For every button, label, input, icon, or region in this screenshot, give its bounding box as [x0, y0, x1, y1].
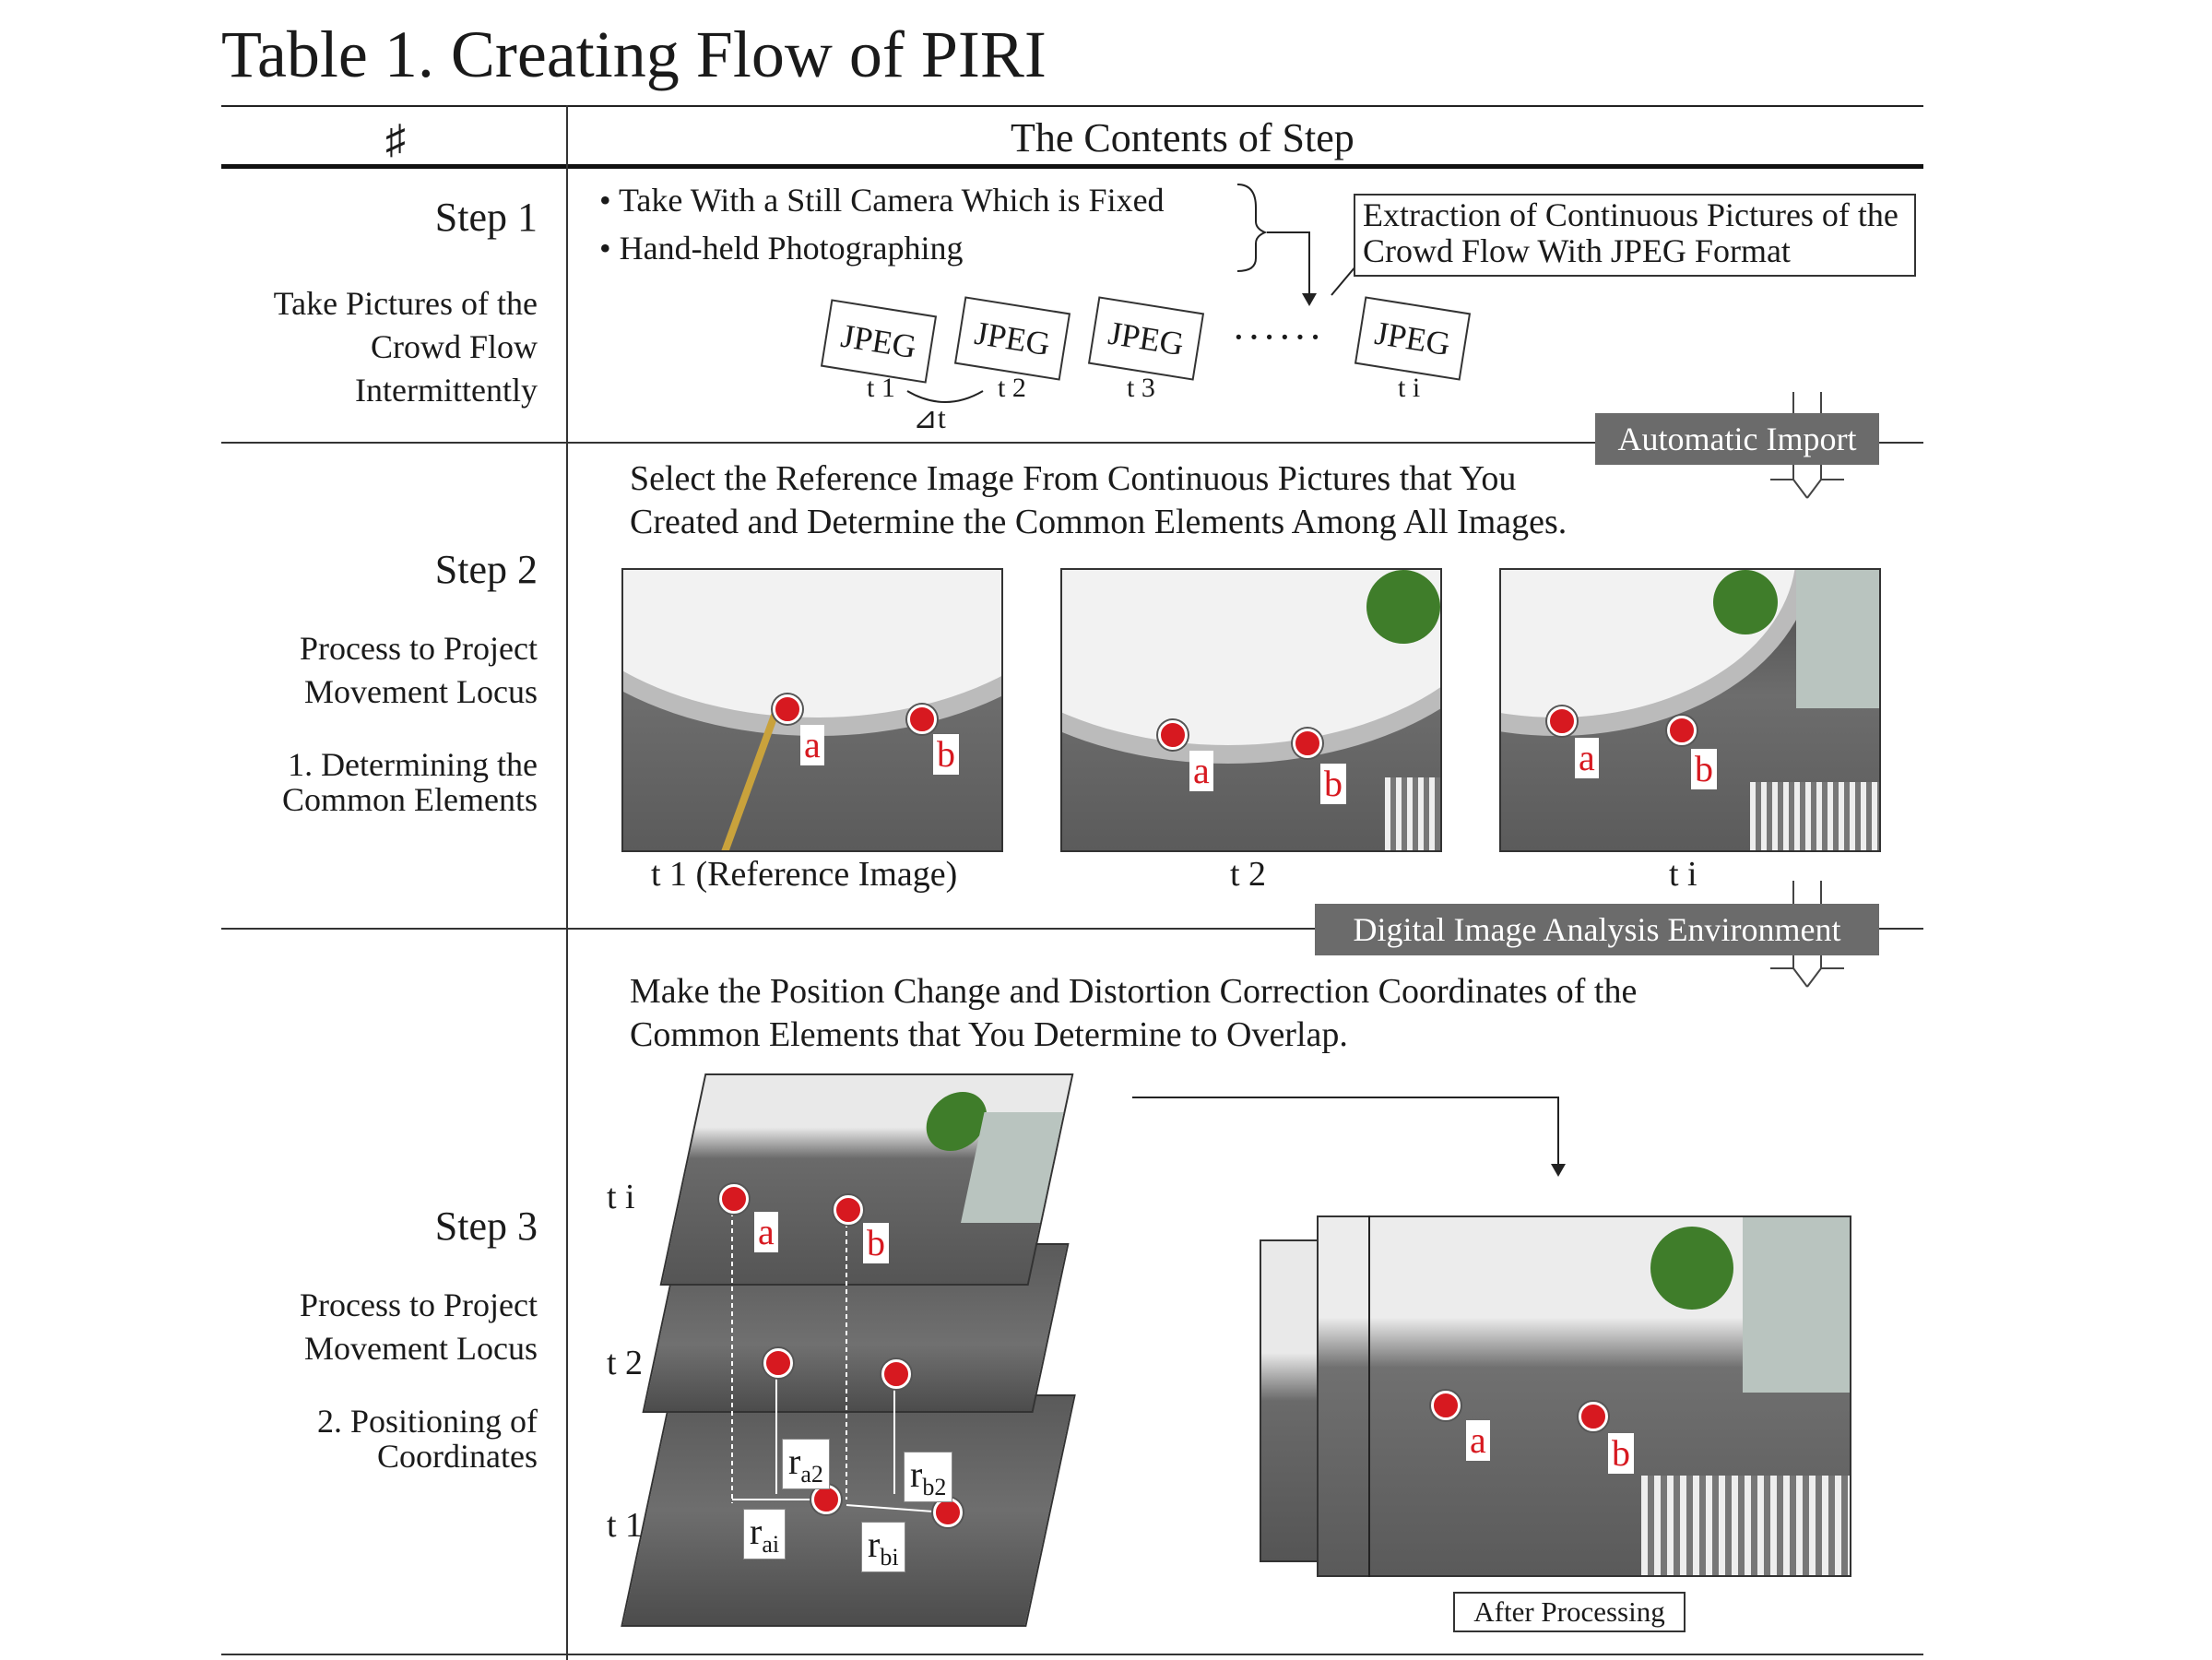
after-processing-overlay-edge	[1368, 1215, 1370, 1577]
extraction-box	[1354, 194, 1916, 277]
jpeg-ellipsis: ······	[1232, 314, 1324, 360]
tree-shape	[1366, 570, 1440, 644]
step3-label: Step 3	[434, 1204, 538, 1249]
step3-subtitle: 2. Positioning of Coordinates	[316, 1403, 538, 1475]
tree-shape	[1650, 1227, 1733, 1310]
header-contents: The Contents of Step	[1011, 115, 1354, 160]
jpeg-frame-i: JPEG	[1354, 296, 1471, 380]
step2-subtitle: 1. Determining the Common Elements	[282, 746, 538, 818]
vector-r-b2	[904, 1452, 952, 1502]
marker-b-ti	[1667, 716, 1697, 745]
label-b-ti: b	[1691, 749, 1717, 789]
vector-r-bi	[861, 1522, 905, 1572]
marker-a-after	[1431, 1391, 1461, 1420]
top-rule	[221, 105, 1923, 107]
marker-b-layer-ti	[834, 1195, 863, 1225]
step2-label: Step 2	[434, 547, 538, 592]
marker-b-after	[1579, 1402, 1608, 1431]
step1-bullet-handheld: • Hand-held Photographing	[599, 230, 964, 267]
delta-t-label: ⊿t	[913, 401, 946, 434]
after-processing-arrow	[1130, 1092, 1573, 1184]
vector-r-a2-base: r	[788, 1441, 801, 1482]
vector-r-b2-sub: b2	[922, 1474, 947, 1500]
after-processing-caption-box	[1453, 1592, 1686, 1632]
digital-image-analysis-banner: Digital Image Analysis Environment	[1315, 904, 1879, 955]
vector-r-ai	[743, 1509, 786, 1559]
caption-t1-reference: t 1 (Reference Image)	[651, 855, 958, 894]
step2-description: Process to Project Movement Locus	[300, 630, 538, 710]
after-processing-image	[1317, 1215, 1851, 1577]
marker-a-layer-ti	[719, 1184, 749, 1214]
crosswalk-shape	[1385, 777, 1442, 852]
time-label-ti: t i	[1398, 373, 1421, 403]
crosswalk-shape	[1641, 1476, 1851, 1577]
label-a-ti: a	[1575, 738, 1599, 778]
step2-instruction: Select the Reference Image From Continuous Pictures that You Created and Determine the Common Elements Among All Images.	[630, 459, 1567, 541]
extraction-box-text: Extraction of Continuous Pictures of the Crowd Flow With JPEG Format	[1363, 196, 1899, 269]
vector-r-a2	[782, 1439, 830, 1489]
label-a-t1: a	[800, 725, 824, 765]
marker-b-t1	[907, 705, 937, 734]
time-label-t2: t 2	[998, 373, 1026, 403]
bottom-rule	[221, 1654, 1923, 1655]
header-rule	[221, 164, 1923, 169]
label-a-after: a	[1466, 1420, 1490, 1461]
roof-shape	[621, 568, 1003, 736]
tree-shape	[1713, 570, 1778, 634]
jpeg-frame-2: JPEG	[954, 296, 1071, 380]
step3-instruction: Make the Position Change and Distortion Correction Coordinates of the Common Elements that You Determine to Overlap.	[630, 972, 1638, 1054]
photo-t1-reference	[621, 568, 1003, 852]
step1-description: Take Pictures of the Crowd Flow Intermittently	[273, 285, 538, 409]
jpeg-frame-1: JPEG	[821, 299, 937, 383]
automatic-import-banner: Automatic Import	[1595, 413, 1879, 465]
vector-r-a2-sub: a2	[800, 1461, 823, 1488]
label-a-layer-ti: a	[754, 1212, 778, 1252]
marker-a-layer-t2	[763, 1348, 793, 1378]
marker-b-t2	[1293, 729, 1322, 758]
time-label-t3: t 3	[1127, 373, 1155, 403]
layer-label-t1: t 1	[607, 1506, 644, 1545]
label-b-t2: b	[1320, 764, 1346, 804]
marker-b-layer-t2	[881, 1359, 911, 1389]
vector-r-ai-sub: ai	[762, 1531, 780, 1558]
layer-label-t2: t 2	[607, 1344, 644, 1382]
header-number-symbol: ♯	[385, 117, 406, 162]
vector-r-bi-sub: bi	[880, 1544, 899, 1571]
label-b-after: b	[1608, 1433, 1634, 1474]
label-a-t2: a	[1189, 751, 1213, 791]
caption-t2: t 2	[1230, 855, 1267, 894]
vector-r-b2-base: r	[910, 1453, 923, 1495]
crosswalk-shape	[1750, 782, 1881, 852]
jpeg-frame-3: JPEG	[1088, 296, 1204, 380]
building-shape	[1796, 570, 1881, 708]
road-line	[715, 712, 778, 852]
vector-r-ai-base: r	[750, 1511, 763, 1552]
time-label-t1: t 1	[867, 373, 895, 403]
caption-ti: t i	[1669, 855, 1697, 894]
vector-r-bi-base: r	[868, 1524, 881, 1565]
label-b-t1: b	[933, 734, 959, 775]
table-title: Table 1. Creating Flow of PIRI	[221, 18, 1047, 91]
step1-label: Step 1	[434, 195, 538, 240]
marker-a-t2	[1158, 720, 1188, 750]
layer-label-ti: t i	[607, 1178, 635, 1216]
marker-a-t1	[773, 694, 802, 724]
building-shape	[1743, 1217, 1851, 1393]
marker-a-ti	[1547, 706, 1577, 736]
photo-t2	[1060, 568, 1442, 852]
column-divider	[566, 105, 568, 1660]
step3-description: Process to Project Movement Locus	[300, 1286, 538, 1367]
after-processing-caption: After Processing	[1473, 1595, 1665, 1628]
label-b-layer-ti: b	[863, 1223, 889, 1263]
step1-bullet-fixed-camera: • Take With a Still Camera Which is Fixed	[599, 182, 1165, 219]
